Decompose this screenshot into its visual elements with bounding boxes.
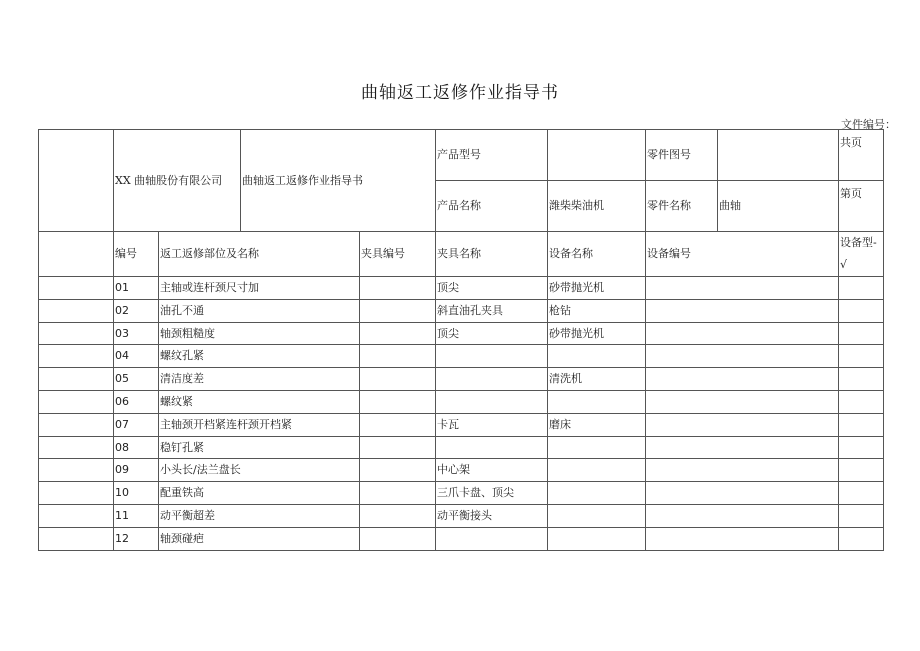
row-equipment-name bbox=[548, 527, 646, 550]
row-equipment-name bbox=[548, 504, 646, 527]
row-part: 配重铁高 bbox=[159, 482, 360, 505]
row-check[interactable] bbox=[839, 459, 884, 482]
col-header-part: 返工返修部位及名称 bbox=[159, 232, 360, 277]
instruction-table bbox=[38, 129, 884, 551]
row-equipment-no[interactable] bbox=[646, 413, 839, 436]
row-equipment-name bbox=[548, 459, 646, 482]
row-no: 06 bbox=[114, 390, 159, 413]
row-fixture-name: 卡瓦 bbox=[436, 413, 548, 436]
left-margin-cell bbox=[39, 130, 114, 232]
table-row bbox=[39, 527, 884, 550]
row-part: 清洁度差 bbox=[159, 368, 360, 391]
row-fixture-no[interactable] bbox=[360, 459, 436, 482]
row-check[interactable] bbox=[839, 504, 884, 527]
row-fixture-no[interactable] bbox=[360, 368, 436, 391]
row-no: 10 bbox=[114, 482, 159, 505]
col-header-fixture-name: 夹具名称 bbox=[436, 232, 548, 277]
product-model-label: 产品型号 bbox=[436, 130, 548, 181]
row-no: 08 bbox=[114, 436, 159, 459]
row-check[interactable] bbox=[839, 299, 884, 322]
row-check[interactable] bbox=[839, 345, 884, 368]
row-no: 12 bbox=[114, 527, 159, 550]
row-check[interactable] bbox=[839, 368, 884, 391]
left-margin-cell bbox=[39, 277, 114, 300]
row-check[interactable] bbox=[839, 413, 884, 436]
row-fixture-no[interactable] bbox=[360, 504, 436, 527]
row-equipment-no[interactable] bbox=[646, 322, 839, 345]
row-fixture-no[interactable] bbox=[360, 277, 436, 300]
row-part: 小头长/法兰盘长 bbox=[159, 459, 360, 482]
row-equipment-name bbox=[548, 390, 646, 413]
row-equipment-name bbox=[548, 436, 646, 459]
row-no: 07 bbox=[114, 413, 159, 436]
row-part: 轴颈碰疤 bbox=[159, 527, 360, 550]
part-name-value[interactable]: 曲轴 bbox=[718, 181, 839, 232]
table-row bbox=[39, 482, 884, 505]
row-equipment-no[interactable] bbox=[646, 527, 839, 550]
row-equipment-no[interactable] bbox=[646, 482, 839, 505]
left-margin-cell bbox=[39, 322, 114, 345]
row-fixture-no[interactable] bbox=[360, 413, 436, 436]
row-part: 主轴颈开档紧连杆颈开档紧 bbox=[159, 413, 360, 436]
row-check[interactable] bbox=[839, 277, 884, 300]
table-row bbox=[39, 345, 884, 368]
product-name-value[interactable]: 潍柴柴油机 bbox=[548, 181, 646, 232]
row-equipment-name bbox=[548, 345, 646, 368]
row-fixture-name bbox=[436, 345, 548, 368]
part-name-label: 零件名称 bbox=[646, 181, 718, 232]
row-fixture-name bbox=[436, 390, 548, 413]
doc-name: 曲轴返工返修作业指导书 bbox=[241, 130, 436, 232]
page-label: 第页 bbox=[839, 181, 884, 232]
row-check[interactable] bbox=[839, 436, 884, 459]
row-equipment-no[interactable] bbox=[646, 299, 839, 322]
document-title: 曲轴返工返修作业指导书 bbox=[361, 83, 559, 103]
row-equipment-no[interactable] bbox=[646, 459, 839, 482]
left-margin-cell bbox=[39, 504, 114, 527]
row-part: 油孔不通 bbox=[159, 299, 360, 322]
table-row bbox=[39, 390, 884, 413]
product-name-label: 产品名称 bbox=[436, 181, 548, 232]
part-drawing-value[interactable] bbox=[718, 130, 839, 181]
row-part: 主轴或连杆颈尺寸加 bbox=[159, 277, 360, 300]
row-fixture-no[interactable] bbox=[360, 390, 436, 413]
left-margin-cell bbox=[39, 413, 114, 436]
row-equipment-name: 枪钻 bbox=[548, 299, 646, 322]
table-row bbox=[39, 436, 884, 459]
total-pages-label: 共页 bbox=[839, 130, 884, 181]
row-equipment-no[interactable] bbox=[646, 436, 839, 459]
row-part: 轴颈粗糙度 bbox=[159, 322, 360, 345]
row-check[interactable] bbox=[839, 527, 884, 550]
part-drawing-label: 零件图号 bbox=[646, 130, 718, 181]
row-fixture-name: 三爪卡盘、顶尖 bbox=[436, 482, 548, 505]
col-header-fixture-no: 夹具编号 bbox=[360, 232, 436, 277]
row-fixture-no[interactable] bbox=[360, 299, 436, 322]
table-row bbox=[39, 299, 884, 322]
row-no: 03 bbox=[114, 322, 159, 345]
file-number-label: 文件编号： bbox=[841, 118, 896, 131]
row-equipment-name: 砂带抛光机 bbox=[548, 277, 646, 300]
left-margin-cell bbox=[39, 436, 114, 459]
product-model-value[interactable] bbox=[548, 130, 646, 181]
col-header-equipment-no: 设备编号 bbox=[646, 232, 839, 277]
column-header-row bbox=[39, 232, 884, 277]
left-margin-cell bbox=[39, 368, 114, 391]
row-fixture-name: 斜直油孔夹具 bbox=[436, 299, 548, 322]
table-row bbox=[39, 277, 884, 300]
row-fixture-name: 中心架 bbox=[436, 459, 548, 482]
left-margin-cell bbox=[39, 459, 114, 482]
row-equipment-name bbox=[548, 482, 646, 505]
row-fixture-no[interactable] bbox=[360, 436, 436, 459]
row-equipment-name: 清洗机 bbox=[548, 368, 646, 391]
col-header-no: 编号 bbox=[114, 232, 159, 277]
col-header-equipment-check: 设备型- √ bbox=[839, 232, 884, 277]
row-part: 螺纹紧 bbox=[159, 390, 360, 413]
left-margin-cell bbox=[39, 390, 114, 413]
header-row-1 bbox=[39, 130, 884, 181]
left-margin-cell bbox=[39, 527, 114, 550]
row-equipment-name: 磨床 bbox=[548, 413, 646, 436]
row-check[interactable] bbox=[839, 482, 884, 505]
row-equipment-no[interactable] bbox=[646, 390, 839, 413]
row-equipment-no[interactable] bbox=[646, 504, 839, 527]
row-no: 11 bbox=[114, 504, 159, 527]
col-header-equipment-name: 设备名称 bbox=[548, 232, 646, 277]
table-row bbox=[39, 504, 884, 527]
row-fixture-no[interactable] bbox=[360, 527, 436, 550]
table-row bbox=[39, 368, 884, 391]
table-row bbox=[39, 322, 884, 345]
row-no: 02 bbox=[114, 299, 159, 322]
left-margin-cell bbox=[39, 345, 114, 368]
row-equipment-no[interactable] bbox=[646, 277, 839, 300]
row-part: 稳钉孔紧 bbox=[159, 436, 360, 459]
table-row bbox=[39, 413, 884, 436]
company-name: XX 曲轴股份有限公司 bbox=[114, 130, 241, 232]
row-fixture-name: 动平衡接头 bbox=[436, 504, 548, 527]
row-part: 螺纹孔紧 bbox=[159, 345, 360, 368]
row-no: 09 bbox=[114, 459, 159, 482]
row-equipment-no[interactable] bbox=[646, 345, 839, 368]
row-fixture-name bbox=[436, 368, 548, 391]
row-check[interactable] bbox=[839, 322, 884, 345]
row-fixture-no[interactable] bbox=[360, 482, 436, 505]
row-fixture-no[interactable] bbox=[360, 322, 436, 345]
left-margin-cell bbox=[39, 232, 114, 277]
row-no: 04 bbox=[114, 345, 159, 368]
table-row bbox=[39, 459, 884, 482]
left-margin-cell bbox=[39, 299, 114, 322]
row-equipment-no[interactable] bbox=[646, 368, 839, 391]
row-fixture-name bbox=[436, 436, 548, 459]
row-no: 05 bbox=[114, 368, 159, 391]
row-no: 01 bbox=[114, 277, 159, 300]
row-fixture-name bbox=[436, 527, 548, 550]
row-fixture-name: 顶尖 bbox=[436, 322, 548, 345]
row-fixture-no[interactable] bbox=[360, 345, 436, 368]
row-equipment-name: 砂带抛光机 bbox=[548, 322, 646, 345]
row-check[interactable] bbox=[839, 390, 884, 413]
row-part: 动平衡超差 bbox=[159, 504, 360, 527]
left-margin-cell bbox=[39, 482, 114, 505]
row-fixture-name: 顶尖 bbox=[436, 277, 548, 300]
